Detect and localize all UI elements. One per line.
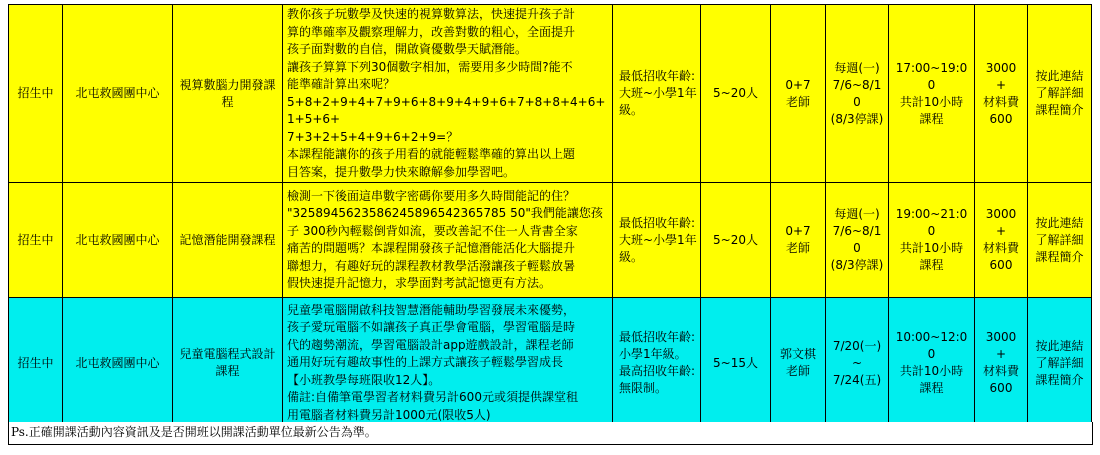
- fee-cell-line: 材料費: [982, 94, 1019, 109]
- time-cell-line: 課程: [919, 381, 944, 395]
- dates-cell-line: (8/3停課): [830, 111, 884, 126]
- dates-cell-line: 7/6~8/10: [832, 224, 882, 255]
- description-cell-line: 檢測一下後面這串數字密碼你要用多久時間能記的住？: [287, 188, 576, 203]
- description-cell-line: 本課程能讓你的孩子用看的就能輕鬆準確的算出以上題: [287, 147, 576, 161]
- time-cell-line: 共計10小時: [899, 364, 964, 378]
- fee-cell-line: 材料費: [982, 241, 1019, 255]
- time-cell-line: 17:00~19:00: [895, 60, 968, 92]
- age-cell-line: 大班~小學1年: [619, 86, 697, 100]
- class-size-cell: 5~15人: [701, 298, 771, 429]
- details-link-line: 課程簡介: [1035, 372, 1084, 387]
- fee-cell-line: 材料費: [982, 364, 1019, 378]
- details-link-line: 了解詳細: [1035, 86, 1084, 100]
- description-cell-line: 通用好玩有趣故事性的上課方式讓孩子輕鬆學習成長: [287, 355, 564, 370]
- dates-cell-line: ~: [851, 355, 863, 370]
- table-row: [9, 183, 1092, 298]
- age-cell-line: 小學1年級。: [619, 347, 687, 361]
- description-cell: [283, 183, 613, 298]
- location-cell: 北屯救國團中心: [63, 298, 173, 429]
- description-cell-line: 算的準確率及觀察理解力，改善對數的粗心，全面提升: [287, 24, 576, 39]
- description-cell-line: 用電腦者材料費另計1000元(限收5人): [287, 407, 491, 422]
- age-cell-line: 最低招收年齡:: [619, 215, 696, 230]
- time-cell-line: 10:00~12:00: [895, 330, 968, 361]
- fee-cell: [975, 5, 1028, 183]
- dates-cell-line: 每週(一): [834, 207, 880, 221]
- fee-cell-line: +: [995, 77, 1007, 92]
- time-cell-line: 共計10小時: [899, 241, 964, 255]
- course-name-cell: 視算數腦力開發課程: [173, 5, 283, 183]
- time-cell-line: 共計10小時: [899, 94, 964, 109]
- teacher-cell-line: 郭文棋: [779, 347, 816, 361]
- description-cell-line: 教你孩子玩數學及快速的視算數算法，快速提升孩子計: [287, 7, 576, 21]
- details-link-line: 了解詳細: [1035, 355, 1084, 370]
- age-cell-line: 最低招收年齡:: [619, 330, 696, 344]
- description-cell-line: 5+8+2+9+4+7+9+6+8+9+4+9+6+7+8+8+4+6+1+5+6+: [287, 94, 606, 126]
- description-cell-line: 7+3+2+5+4+9+6+2+9=？: [287, 129, 459, 144]
- description-cell: [283, 298, 613, 429]
- time-cell-line: 19:00~21:00: [895, 207, 968, 238]
- details-link-line: 按此連結: [1035, 338, 1084, 353]
- teacher-cell-line: 老師: [785, 364, 810, 378]
- description-cell-line: "3258945623586245896542365785 50"我們能讓您孩: [287, 206, 603, 220]
- age-cell-line: 級。: [619, 103, 644, 117]
- location-cell: 北屯救國團中心: [63, 5, 173, 183]
- teacher-cell: [771, 298, 826, 429]
- age-cell-line: 最高招收年齡:: [619, 364, 696, 378]
- time-cell-line: 課程: [919, 258, 944, 272]
- description-cell-line: 聯想力，有趣好玩的課程教材教學活潑讓孩子輕鬆放暑: [287, 258, 576, 273]
- status-cell: 招生中: [9, 183, 63, 298]
- class-size-cell: 5~20人: [701, 5, 771, 183]
- details-link-line: 按此連結: [1035, 215, 1084, 230]
- dates-cell-line: (8/3停課): [830, 258, 884, 272]
- fee-cell-line: 600: [989, 258, 1013, 272]
- description-cell-line: 孩子面對數的自信，開啟資優數學天賦潛能。: [287, 42, 528, 56]
- disclaimer-note: Ps.正確開課活動內容資訊及是否開班以開課活動單位最新公告為準。: [8, 422, 1093, 445]
- teacher-cell-line: 老師: [785, 241, 810, 255]
- table-row: [9, 298, 1092, 429]
- teacher-cell-line: 0+7: [785, 224, 811, 238]
- description-cell-line: 代的趨勢潮流，學習電腦設計app遊戲設計，課程老師: [287, 337, 574, 352]
- teacher-cell-line: 0+7: [785, 77, 811, 92]
- class-size-cell: 5~20人: [701, 183, 771, 298]
- age-cell: [613, 183, 701, 298]
- description-cell-line: 痛苦的問題嗎？本課程開發孩子記憶潛能活化大腦提升: [287, 241, 576, 255]
- age-cell: [613, 298, 701, 429]
- description-cell: [283, 5, 613, 183]
- fee-cell-line: 3000: [985, 207, 1017, 221]
- dates-cell-line: 7/6~8/10: [832, 77, 882, 109]
- dates-cell: [826, 298, 889, 429]
- course-name-cell: 記憶潛能開發課程: [173, 183, 283, 298]
- time-cell-line: 課程: [919, 111, 944, 126]
- age-cell: [613, 5, 701, 183]
- fee-cell-line: 3000: [985, 60, 1017, 75]
- dates-cell-line: 7/20(一): [832, 338, 882, 353]
- details-link-line: 課程簡介: [1035, 249, 1084, 264]
- teacher-cell-line: 老師: [785, 94, 810, 109]
- dates-cell-line: 每週(一): [834, 60, 880, 75]
- age-cell-line: 無限制。: [619, 381, 668, 395]
- fee-cell-line: 600: [989, 111, 1013, 126]
- description-cell-line: 假快速提升記憶力，求學面對考試記憶更有方法。: [287, 276, 552, 290]
- description-cell-line: 目答案，提升數學力快來瞭解參加學習吧。: [287, 164, 516, 179]
- details-link[interactable]: [1028, 183, 1092, 298]
- teacher-cell: [771, 183, 826, 298]
- status-cell: 招生中: [9, 298, 63, 429]
- description-cell-line: 讓孩子算算下列30個數字相加，需要用多少時間?能不: [287, 59, 573, 74]
- course-name-cell: 兒童電腦程式設計課程: [173, 298, 283, 429]
- age-cell-line: 大班~小學1年: [619, 232, 697, 247]
- dates-cell: [826, 5, 889, 183]
- fee-cell-line: 600: [989, 381, 1013, 395]
- details-link[interactable]: [1028, 5, 1092, 183]
- details-link-line: 了解詳細: [1035, 232, 1084, 247]
- teacher-cell: [771, 5, 826, 183]
- details-link-line: 課程簡介: [1035, 103, 1084, 117]
- description-cell-line: 兒童學電腦開啟科技智慧潛能輔助學習發展未來優勢，: [287, 302, 576, 317]
- description-cell-line: 孩子愛玩電腦不如讓孩子真正學會電腦，學習電腦是時: [287, 320, 576, 335]
- location-cell: 北屯救國團中心: [63, 183, 173, 298]
- time-cell: [889, 183, 975, 298]
- fee-cell-line: +: [995, 347, 1007, 361]
- dates-cell: [826, 183, 889, 298]
- age-cell-line: 最低招收年齡:: [619, 69, 696, 83]
- details-link-line: 按此連結: [1035, 69, 1084, 83]
- age-cell-line: 級。: [619, 249, 644, 264]
- dates-cell-line: 7/24(五): [832, 372, 882, 387]
- description-cell-line: 備註:自備筆電學習者材料費另計600元或須提供課堂租: [287, 390, 578, 405]
- fee-cell: [975, 298, 1028, 429]
- description-cell-line: 【小班教學每班限收12人】。: [287, 372, 441, 387]
- table-row: [9, 5, 1092, 183]
- fee-cell: [975, 183, 1028, 298]
- details-link[interactable]: [1028, 298, 1092, 429]
- course-table: [8, 4, 1092, 429]
- fee-cell-line: 3000: [985, 330, 1017, 344]
- time-cell: [889, 5, 975, 183]
- status-cell: 招生中: [9, 5, 63, 183]
- fee-cell-line: +: [995, 224, 1007, 238]
- time-cell: [889, 298, 975, 429]
- description-cell-line: 能準確計算出來呢？: [287, 77, 396, 91]
- description-cell-line: 子 300秒內輕鬆倒背如流，要改善記不住一人背書全家: [287, 223, 578, 238]
